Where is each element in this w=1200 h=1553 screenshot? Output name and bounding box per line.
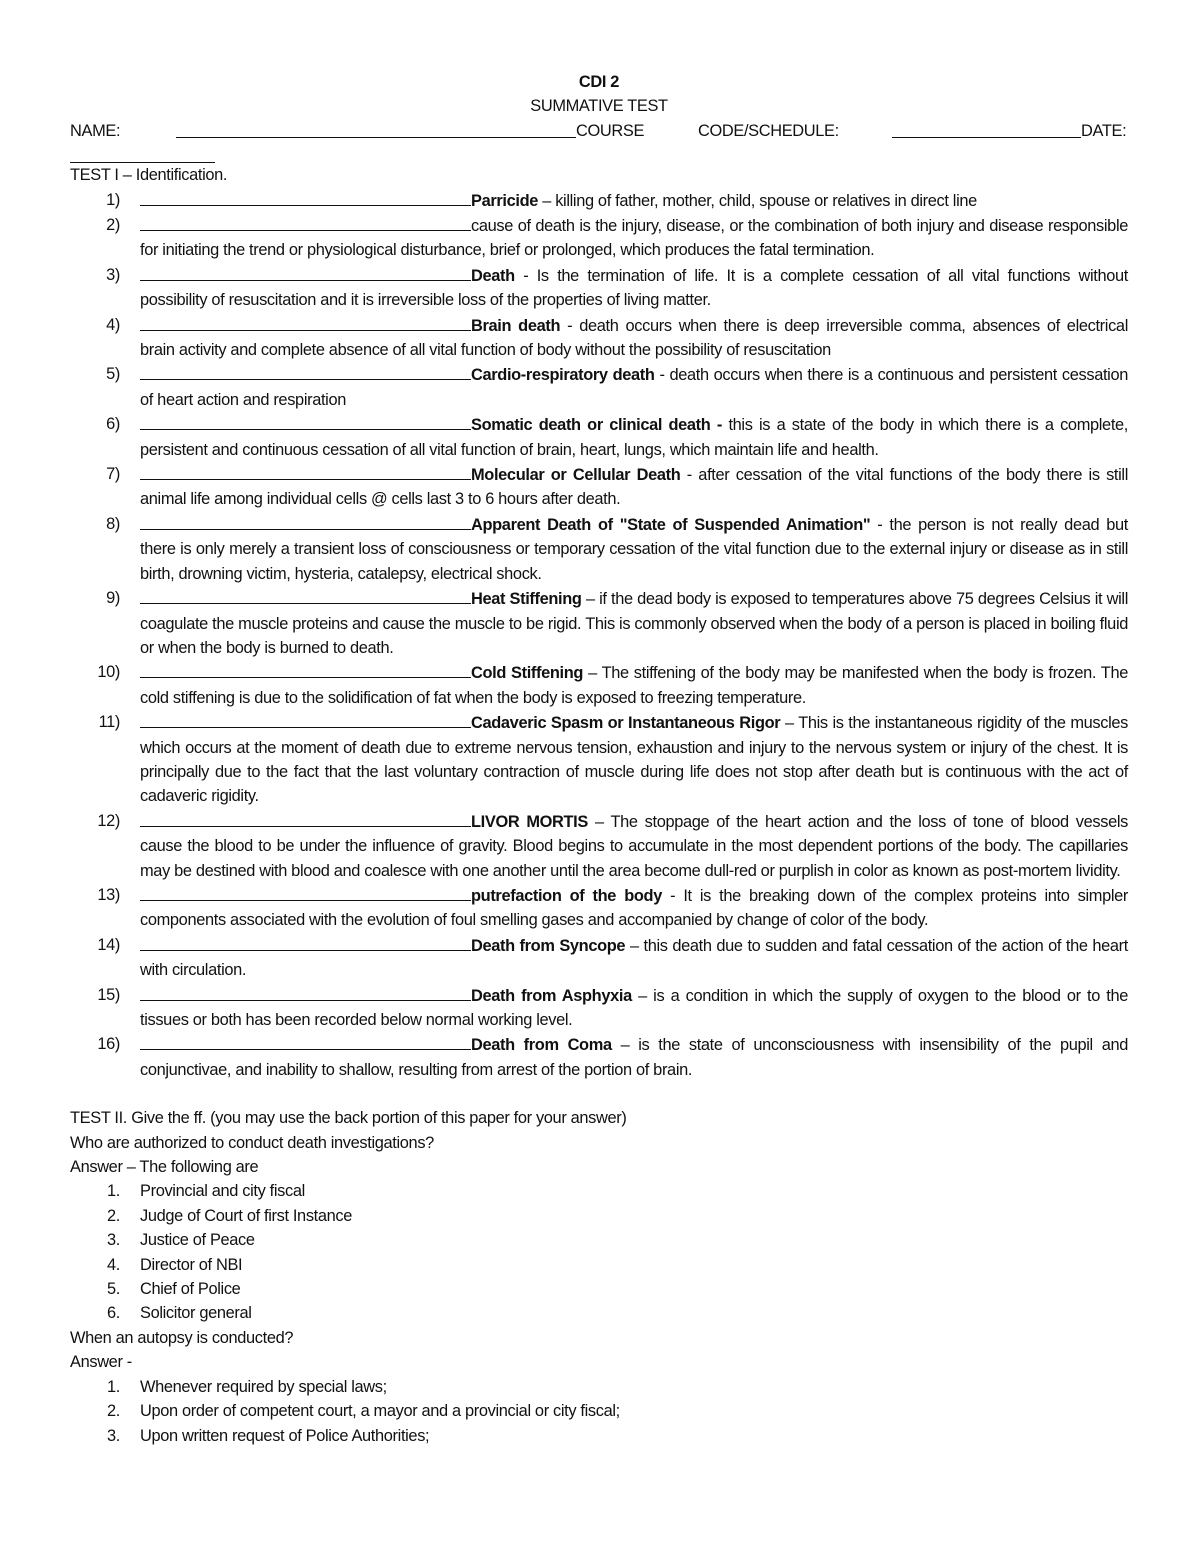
term-label: Death (471, 266, 515, 285)
answer-1-list (70, 1179, 1128, 1325)
item-number: 5) (106, 365, 120, 384)
code-schedule-label: CODE/SCHEDULE: (698, 121, 839, 140)
name-label: NAME: (70, 121, 121, 140)
list-item-text: Whenever required by special laws; (140, 1377, 387, 1396)
identification-item (70, 412, 1128, 462)
list-item-text: Solicitor general (140, 1304, 252, 1323)
item-body (140, 809, 1128, 883)
identification-item (70, 213, 1128, 263)
identification-item (70, 983, 1128, 1033)
answer-blank[interactable] (140, 412, 471, 430)
identification-item (70, 313, 1128, 363)
item-body (140, 462, 1128, 512)
definition-text: cause of death is the injury, disease, or the combination of both injury and disease responsible for initiating the trend or physiological disturbance, brief or prolonged, which produces the fatal termination. (140, 217, 1128, 260)
item-number: 4) (106, 315, 120, 334)
term-label: Cardio-respiratory death (471, 366, 655, 385)
answer-blank[interactable] (140, 188, 471, 206)
definition-text: – if the dead body is exposed to temperatures above 75 degrees Celsius it will coagulate the muscle proteins and cause the muscle to be rigid. This is commonly observed when the body of a person is placed in boiling fluid or when the body is burned to death. (140, 590, 1128, 657)
test-1-heading: TEST I – Identification. (70, 166, 228, 185)
test-1-list (70, 188, 1128, 1083)
identification-item (70, 1032, 1128, 1082)
definition-text: – The stoppage of the heart action and the loss of tone of blood vessels cause the blood to be under the influence of gravity. Blood begins to accumulate in the most dependent portions of the body. The capillaries may be destined with blood and coalesce with one another until the area become dull-red or purplish in color as known as post-mortem lividity. (140, 812, 1128, 880)
definition-text: - death occurs when there is deep irreversible comma, absences of electrical brain activity and complete absence of all vital function of body without the possibility of resuscitation (140, 316, 1128, 360)
answer-blank[interactable] (140, 983, 471, 1001)
list-item-number: 2. (107, 1206, 120, 1225)
test-2-heading: TEST II. Give the ff. (you may use the back portion of this paper for your answer) (70, 1109, 627, 1128)
answer-blank[interactable] (140, 462, 471, 480)
item-body (140, 362, 1128, 412)
list-item (70, 1228, 1128, 1252)
list-item (70, 1253, 1128, 1277)
list-item-text: Provincial and city fiscal (140, 1182, 305, 1201)
term-label: Apparent Death of "State of Suspended Animation" (471, 515, 871, 534)
item-number: 13) (97, 885, 120, 904)
item-number: 8) (106, 514, 120, 533)
item-number: 14) (97, 935, 120, 954)
item-body (140, 883, 1128, 933)
definition-text: – this death due to sudden and fatal cessation of the action of the heart with circulation. (140, 936, 1128, 980)
definition-text: – The stiffening of the body may be manifested when the body is frozen. The cold stiffening is due to the solidification of fat when the body is exposed to freezing temperature. (140, 664, 1128, 707)
identification-item (70, 660, 1128, 710)
identification-item (70, 710, 1128, 809)
student-info-row (70, 119, 1128, 143)
list-item-text: Justice of Peace (140, 1231, 255, 1250)
answer-blank[interactable] (140, 1032, 471, 1050)
definition-text: – is the state of unconsciousness with insensibility of the pupil and conjunctivae, and inability to shallow, resulting from arrest of the portion of brain. (140, 1036, 1129, 1079)
item-body (140, 710, 1128, 809)
item-body (140, 933, 1128, 983)
answer-blank[interactable] (140, 263, 471, 281)
definition-text: – This is the instantaneous rigidity of the muscles which occurs at the moment of death due to extreme nervous tension, exhaustion and injury to the nervous system or injury of the chest. It is principally due to the fact that the last voluntary contraction of muscle during life does not stop after death but is continuous with the act of cadaveric rigidity. (140, 714, 1129, 806)
answer-blank[interactable] (140, 883, 471, 901)
answer-blank[interactable] (140, 809, 471, 827)
item-number: 11) (98, 713, 120, 732)
term-label: Death from Coma (471, 1036, 612, 1055)
answer-blank[interactable] (140, 586, 471, 604)
term-label: LIVOR MORTIS (471, 812, 588, 831)
list-item-text: Director of NBI (140, 1255, 243, 1274)
item-number: 2) (106, 216, 120, 235)
question-1: Who are authorized to conduct death investigations? (70, 1133, 434, 1152)
identification-item (70, 809, 1128, 883)
term-label: Death from Syncope (471, 936, 626, 955)
item-number: 7) (106, 465, 120, 484)
term-label: Molecular or Cellular Death (471, 466, 681, 485)
name-blank[interactable] (176, 120, 576, 138)
answer-blank[interactable] (140, 710, 471, 728)
date-blank[interactable] (70, 143, 215, 163)
item-body (140, 660, 1128, 710)
identification-item (70, 362, 1128, 412)
term-label: Brain death (471, 316, 561, 335)
identification-item (70, 883, 1128, 933)
course-label: COURSE (576, 121, 645, 140)
term-label: Parricide (471, 191, 539, 210)
list-item-number: 1. (107, 1377, 120, 1396)
list-item (70, 1375, 1128, 1399)
identification-item (70, 512, 1128, 586)
item-number: 6) (106, 415, 120, 434)
answer-2-intro: Answer - (70, 1353, 132, 1372)
term-label: Somatic death or clinical death - (471, 416, 723, 435)
answer-blank[interactable] (140, 660, 471, 678)
identification-item (70, 263, 1128, 313)
answer-blank[interactable] (140, 933, 471, 951)
definition-text: - It is the breaking down of the complex proteins into simpler components associated with the evolution of foul smelling gases and accompanied by change of color of the body. (140, 886, 1128, 930)
item-number: 1) (106, 190, 120, 209)
list-item (70, 1277, 1128, 1301)
term-label: Cadaveric Spasm or Instantaneous Rigor (471, 714, 781, 733)
document-page (70, 70, 1128, 1448)
definition-text: - the person is not really dead but there is only merely a transient loss of consciousness or temporary cessation of the vital function due to the external injury or disease as in still birth, drowning victim, hysteria, catalepsy, electrical shock. (140, 515, 1128, 583)
item-body (140, 188, 1128, 213)
document-subtitle: SUMMATIVE TEST (530, 97, 668, 116)
identification-item (70, 462, 1128, 512)
answer-blank[interactable] (140, 313, 471, 331)
term-label: putrefaction of the body (471, 886, 662, 905)
list-item (70, 1179, 1128, 1203)
definition-text: this is a state of the body in which there is a complete, persistent and continuous cessation of all vital function of brain, heart, lungs, which maintain life and health. (140, 416, 1128, 459)
code-schedule-blank[interactable] (892, 120, 1081, 138)
definition-text: - death occurs when there is a continuous and persistent cessation of heart action and respiration (140, 366, 1128, 409)
answer-2-list (70, 1375, 1128, 1448)
list-item-number: 1. (107, 1182, 120, 1201)
item-number: 9) (106, 589, 120, 608)
question-2: When an autopsy is conducted? (70, 1328, 294, 1347)
list-item-text: Chief of Police (140, 1280, 241, 1299)
item-body (140, 263, 1128, 313)
date-label: DATE: (1081, 121, 1127, 140)
item-body (140, 412, 1128, 462)
list-item-number: 2. (107, 1402, 120, 1421)
list-item-number: 3. (107, 1426, 120, 1445)
identification-item (70, 933, 1128, 983)
list-item-number: 3. (107, 1231, 120, 1250)
item-number: 15) (97, 985, 120, 1004)
definition-text: - after cessation of the vital functions of the body there is still animal life among individual cells @ cells last 3 to 6 hours after death. (140, 466, 1128, 509)
item-body (140, 586, 1128, 660)
item-body (140, 1032, 1128, 1082)
term-label: Death from Asphyxia (471, 986, 632, 1005)
list-item-number: 6. (107, 1304, 120, 1323)
item-number: 16) (97, 1035, 120, 1054)
definition-text: - Is the termination of life. It is a complete cessation of all vital functions without possibility of resuscitation and it is irreversible loss of the properties of living matter. (140, 266, 1128, 310)
list-item-text: Upon written request of Police Authorities; (140, 1426, 430, 1445)
definition-text: – is a condition in which the supply of oxygen to the blood or to the tissues or both has been recorded below normal working level. (140, 986, 1128, 1030)
answer-1-intro: Answer – The following are (70, 1158, 259, 1177)
list-item (70, 1204, 1128, 1228)
list-item (70, 1399, 1128, 1423)
identification-item (70, 188, 1128, 213)
list-item-text: Judge of Court of first Instance (140, 1206, 353, 1225)
item-number: 10) (97, 663, 120, 682)
list-item-number: 5. (107, 1280, 120, 1299)
list-item-number: 4. (107, 1255, 120, 1274)
list-item (70, 1301, 1128, 1325)
list-item-text: Upon order of competent court, a mayor and a provincial or city fiscal; (140, 1402, 620, 1421)
document-title: CDI 2 (578, 73, 620, 91)
answer-blank[interactable] (140, 213, 471, 231)
item-body (140, 512, 1128, 586)
answer-blank[interactable] (140, 512, 471, 530)
term-label: Cold Stiffening (471, 664, 584, 683)
item-body (140, 213, 1128, 263)
item-number: 3) (106, 265, 120, 284)
term-label: Heat Stiffening (471, 590, 582, 609)
answer-blank[interactable] (140, 362, 471, 380)
definition-text: – killing of father, mother, child, spouse or relatives in direct line (538, 191, 977, 210)
item-number: 12) (97, 811, 120, 830)
list-item (70, 1424, 1128, 1448)
item-body (140, 983, 1128, 1033)
item-body (140, 313, 1128, 363)
identification-item (70, 586, 1128, 660)
